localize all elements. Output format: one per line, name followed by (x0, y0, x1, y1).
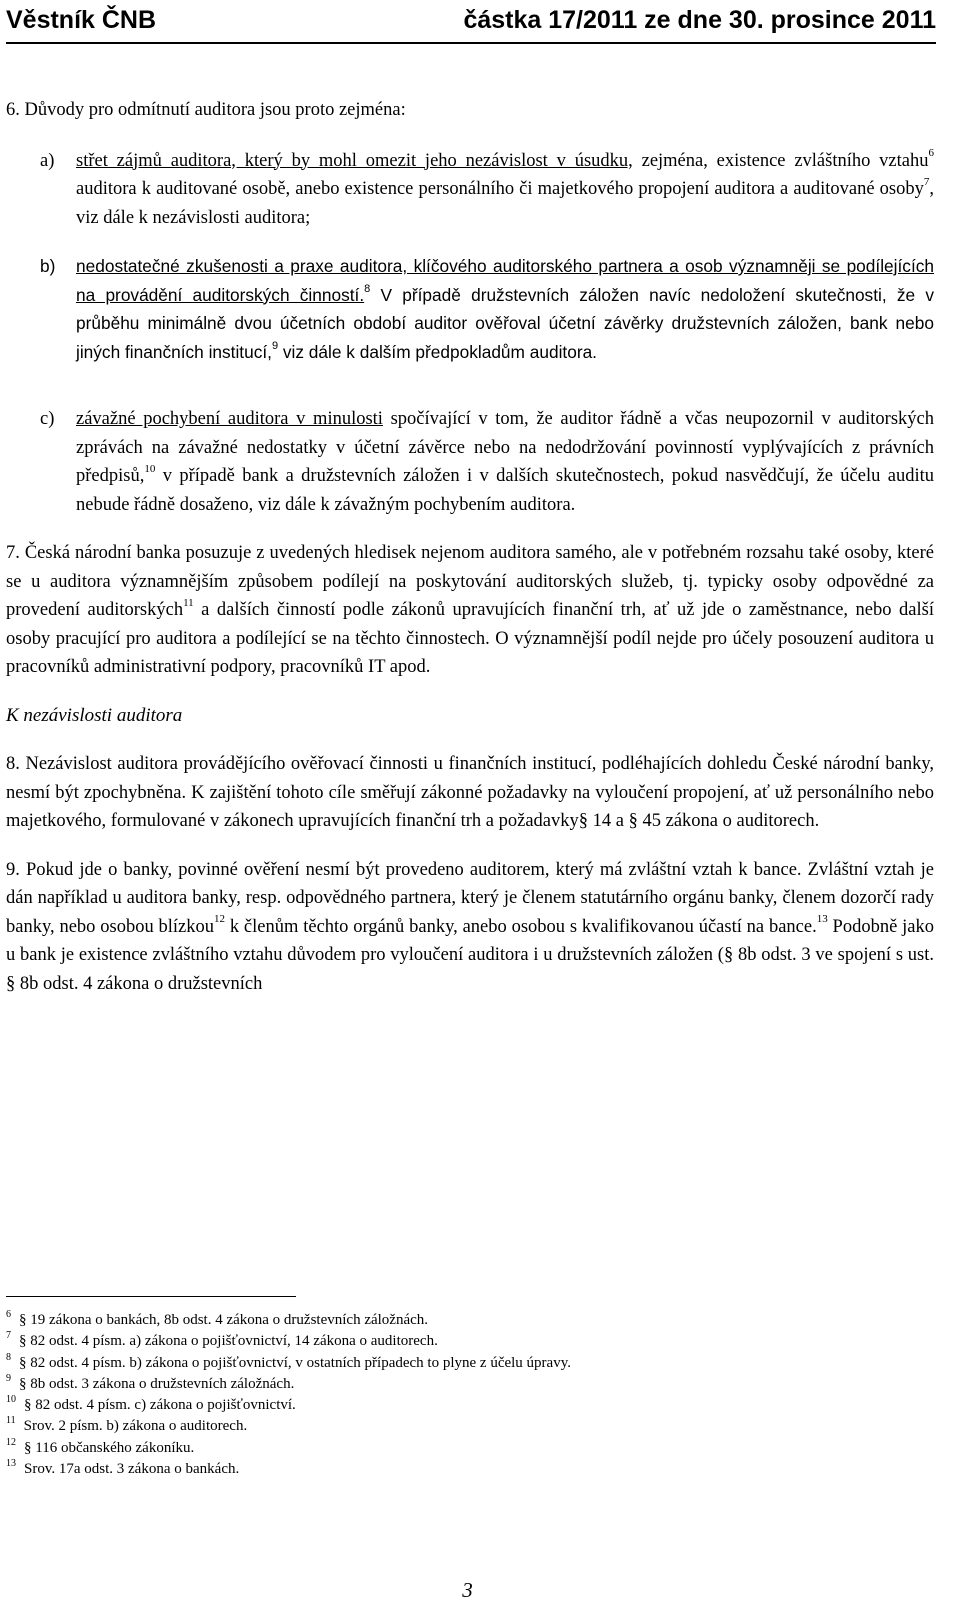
section-sign-icon: § (6, 973, 16, 994)
paragraph-9 (6, 856, 934, 999)
journal-title: Věstník ČNB (6, 6, 157, 34)
paragraph-7-text-2: a dalších činností podle zákonů upravujících finanční trh, ať už jde o zaměstnance, nebo další osoby pracující pro auditora a podílející se na těchto činnostech. O významnější podíl nejde pro účely posouzení auditora u pracovníků administrativní podpory, pracovníků IT apod. (6, 600, 934, 677)
item-b-text-2: viz dále k dalším předpokladům auditora. (278, 341, 597, 362)
footnote-number: 11 (6, 1415, 16, 1427)
paragraph-8-text-3: 45 zákona o auditorech. (637, 811, 820, 831)
footnote-9 (6, 1374, 926, 1395)
main-content (6, 96, 934, 998)
footnote-number: 10 (6, 1394, 16, 1406)
item-a-text-3: , viz dále k nezávislosti auditora; (76, 179, 934, 228)
paragraph-6-intro: 6. Důvody pro odmítnutí auditora jsou proto zejména: (6, 100, 406, 120)
paragraph-9-text-5: 8b odst. 4 zákona o družstevních (15, 973, 263, 994)
list-label-c: c) (40, 409, 55, 429)
item-a-text-1: zejména, existence zvláštního vztahu (632, 150, 929, 171)
paragraph-8-text-1: 8. Nezávislost auditora provádějícího ověřovací činnosti u finančních institucí, podléhajících dohledu České národní banky, nesmí být zpochybněna. K zajištění tohoto cíle směřují zákonné požadavky na vyloučení propojení, ať už personálního nebo majetkového, formulované v zákonech upravujících finanční trh a požadavky (6, 754, 934, 831)
footnote-text: Srov. 17a odst. 3 zákona o bankách. (24, 1461, 240, 1478)
paragraph-9-text-2: k členům těchto orgánů banky, anebo osobou s kvalifikovanou účastí na bance. (225, 916, 817, 937)
footnote-ref-10: 10 (144, 462, 156, 475)
footnote-number: 9 (6, 1372, 11, 1384)
footnote-text: Srov. 2 písm. b) zákona o auditorech. (23, 1418, 248, 1435)
item-c-text-1: spočívající v tom, že auditor řádně a včas neupozornil v auditorských zprávách na závažné nedostatky v účetní závěrce nebo na nedodržování povinností vyplývajících z právních předpisů, (76, 409, 934, 486)
footnote-text: 82 odst. 4 písm. b) zákona o pojišťovnictví, v ostatních případech to plyne z účelu úpravy. (30, 1354, 571, 1371)
footnote-number: 13 (6, 1458, 16, 1470)
list-label-b: b) (40, 256, 56, 276)
footnote-text: 8b odst. 3 zákona o družstevních záložnách. (30, 1375, 295, 1392)
section-sign-icon: § (24, 1397, 36, 1414)
item-a-text-2: auditora k auditované osobě, anebo existence personálního či majetkového propojení auditora a auditované osoby (76, 179, 924, 199)
list-item-a (6, 147, 934, 233)
section-sign-icon: § (723, 945, 734, 965)
footnote-ref-9: 9 (271, 339, 279, 352)
section-sign-icon: § (24, 1439, 36, 1456)
footnote-number: 7 (6, 1330, 11, 1342)
section-sign-icon: § (19, 1333, 31, 1350)
footnote-number: 6 (6, 1309, 11, 1320)
section-sign-icon: § (19, 1354, 31, 1371)
paragraph-8-text-2: 14 a (588, 811, 629, 831)
paragraph-9-text-4: 8b odst. 3 ve spojení s ust. (733, 945, 934, 965)
footnote-text: 82 odst. 4 písm. a) zákona o pojišťovnictví, 14 zákona o auditorech. (30, 1333, 438, 1350)
paragraph-7-text-1: 7. Česká národní banka posuzuje z uvedených hledisek nejenom auditora samého, ale v potřebném rozsahu také osoby, které se u auditora významnějším způsobem podílejí na poskytování auditorských služeb, tj. typicky osoby odpovědné za provedení auditorských (6, 543, 934, 620)
footnote-8 (6, 1353, 926, 1374)
item-c-emphasis: závažné pochybení auditora v minulosti (76, 409, 383, 429)
footnote-divider (6, 1296, 296, 1297)
footnote-11 (6, 1416, 926, 1437)
paragraph-9-text-3: Podobně jako u bank je existence zvláštního vztahu důvodem pro vyloučení auditora i u družstevních záložen ( (6, 916, 934, 965)
page-number: 3 (462, 1578, 473, 1602)
footnote-text: 19 zákona o bankách, 8b odst. 4 zákona o družstevních záložnách. (30, 1312, 429, 1328)
footnote-12 (6, 1438, 926, 1459)
section-heading: K nezávislosti auditora (6, 704, 183, 726)
paragraph-7 (6, 539, 934, 682)
footnote-ref-7: 7 (923, 175, 930, 188)
footnote-ref-12: 12 (214, 913, 226, 926)
footnote-7 (6, 1331, 926, 1352)
footnote-10 (6, 1395, 926, 1416)
footnote-ref-8: 8 (364, 282, 371, 295)
footnote-6 (6, 1310, 926, 1331)
footnote-ref-11: 11 (183, 596, 194, 609)
issue-info: částka 17/2011 ze dne 30. prosince 2011 (463, 6, 936, 34)
footnote-ref-13: 13 (816, 913, 828, 926)
item-a-emphasis: střet zájmů auditora, který by mohl omezit jeho nezávislost v úsudku, (76, 150, 633, 171)
list-item-c (6, 405, 934, 519)
footnote-number: 8 (6, 1351, 11, 1363)
footnote-number: 12 (6, 1436, 16, 1448)
item-b-text-1: V případě družstevních záložen navíc nedoložení skutečnosti, že v průběhu minimálně dvou účetních období auditor ověřoval účetní závěrky družstevních záložen, bank nebo jiných finančních institucí, (76, 284, 934, 362)
paragraph-9-text-1: 9. Pokud jde o banky, povinné ověření nesmí být provedeno auditorem, který má zvláštní vztah k bance. Zvláštní vztah je dán například u auditora banky, resp. odpovědného partnera, který je členem statutárního orgánu banky, členem dozorčí rady banky, nebo osobou blízkou (6, 859, 934, 937)
section-sign-icon: § (578, 811, 589, 831)
list-label-a: a) (40, 150, 55, 171)
section-sign-icon: § (19, 1312, 31, 1328)
paragraph-8 (6, 750, 934, 836)
footnote-13 (6, 1459, 926, 1480)
footnotes (6, 1310, 926, 1480)
item-c-text-2: v případě bank a družstevních záložen i v dalších skutečnostech, pokud nasvědčují, že účelu auditu nebude řádně dosaženo, viz dále k závažným pochybením auditora. (76, 466, 934, 515)
section-sign-icon: § (628, 811, 638, 831)
page-header (6, 2, 936, 44)
section-sign-icon: § (19, 1375, 31, 1392)
footnote-text: 82 odst. 4 písm. c) zákona o pojišťovnictví. (35, 1397, 296, 1414)
footnote-ref-6: 6 (928, 147, 934, 160)
footnote-text: 116 občanského zákoníku. (35, 1439, 195, 1456)
list-item-b (6, 252, 934, 366)
item-b-emphasis: nedostatečné zkušenosti a praxe auditora, klíčového auditorského partnera a osob významněji se podílejících na provádění auditorských činností. (76, 256, 934, 305)
